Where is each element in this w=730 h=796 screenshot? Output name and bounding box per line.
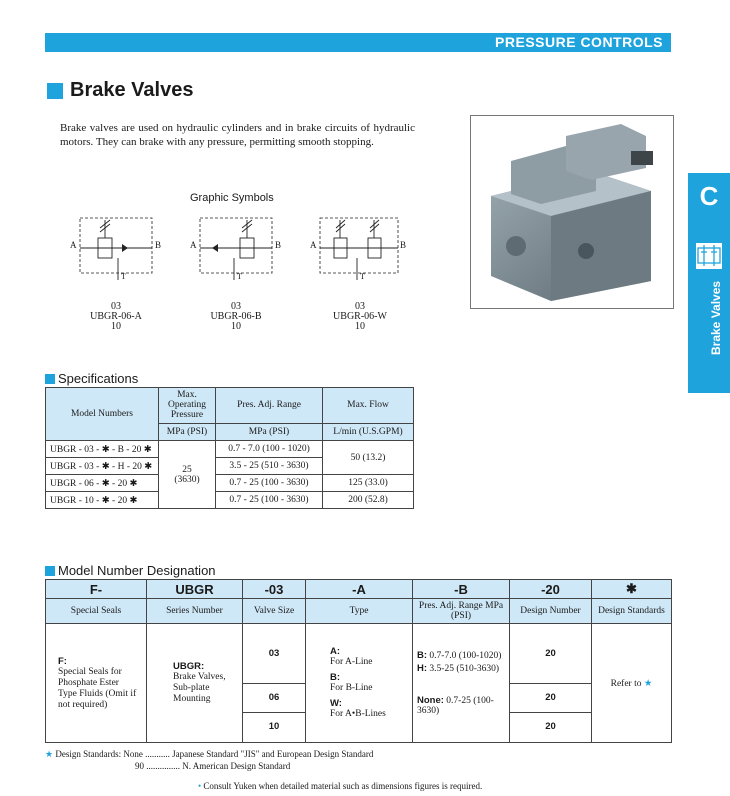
desc-cell: Pres. Adj. Range MPa (PSI) — [413, 599, 510, 624]
table-row — [46, 441, 414, 458]
side-tab-letter: C — [699, 181, 719, 211]
col-pressure-header: Max. Operating Pressure — [159, 388, 216, 424]
section-marker-icon — [45, 566, 55, 576]
code-cell: -03 — [243, 580, 306, 599]
design-number-cell: 20 20 20 — [510, 624, 592, 743]
table-row — [46, 475, 414, 492]
spec-flow: 50 (13.2) — [323, 441, 414, 475]
symbol-size-top: 03 — [111, 301, 121, 312]
section-header-bar — [45, 33, 671, 52]
specifications-heading: Specifications — [45, 371, 138, 386]
model-number-heading: Model Number Designation — [45, 563, 216, 578]
symbol-w-diagram — [310, 210, 410, 285]
symbol-b-caption — [186, 302, 286, 332]
design-standards-note: ★ Design Standards: None ........... Japanese Standard "JIS" and European Design Standard — [45, 749, 374, 759]
pressure-range-cell: B: 0.7-7.0 (100-1020) H: 3.5-25 (510-3630) None: 0.7-25 (100-3630) — [413, 624, 510, 743]
graphic-symbols-title: Graphic Symbols — [190, 192, 274, 204]
star-icon: ★ — [45, 749, 54, 759]
spec-range: 0.7 - 7.0 (100 - 1020) — [216, 441, 323, 458]
description-row — [46, 599, 672, 624]
symbol-size-bottom: 10 — [355, 321, 365, 332]
side-tab — [688, 173, 730, 393]
port-b-label: B — [155, 240, 162, 250]
symbol-size-bottom: 10 — [231, 321, 241, 332]
port-t-label: T — [237, 272, 242, 281]
spec-max-pressure: 25 (3630) — [159, 441, 216, 509]
port-b-label: B — [275, 240, 282, 250]
col-flow-unit: L/min (U.S.GPM) — [323, 423, 414, 440]
code-cell: -A — [306, 580, 413, 599]
spec-flow: 125 (33.0) — [323, 475, 414, 492]
intro-paragraph: Brake valves are used on hydraulic cylinders and in brake circuits of hydraulic motors. They can brake with any pressure, permitting smooth stopping. — [60, 122, 415, 148]
port-t-label: T — [121, 272, 126, 281]
port-b-label: B — [400, 240, 407, 250]
col-pressure-unit: MPa (PSI) — [159, 423, 216, 440]
page-title: Brake Valves — [70, 79, 194, 101]
side-tab-label: Brake Valves — [709, 280, 723, 355]
spec-range: 0.7 - 25 (100 - 3630) — [216, 475, 323, 492]
port-a-label: A — [310, 240, 317, 250]
spec-model: UBGR - 03 - ✱ - H - 20 ✱ — [46, 458, 159, 475]
design-standards-note-90: 90 ............... N. American Design Standard — [135, 761, 291, 771]
symbol-b-diagram — [190, 210, 285, 285]
spec-model: UBGR - 03 - ✱ - B - 20 ✱ — [46, 441, 159, 458]
design-standards-cell: Refer to ★ — [592, 624, 672, 743]
desc-cell: Special Seals — [46, 599, 147, 624]
series-cell: UBGR: Brake Valves, Sub-plate Mounting — [147, 624, 243, 743]
symbol-a-caption — [66, 302, 166, 332]
consult-note: • Consult Yuken when detailed material such as dimensions figures is required. — [198, 781, 483, 791]
code-cell: -B — [413, 580, 510, 599]
symbol-model: UBGR-06-W — [333, 311, 387, 322]
col-range-unit: MPa (PSI) — [216, 423, 323, 440]
desc-cell: Type — [306, 599, 413, 624]
symbol-a-diagram — [70, 210, 165, 285]
valve-size-cell: 03 06 10 — [243, 624, 306, 743]
type-cell: A: For A-Line B: For B-Line W: For A•B-Lines — [306, 624, 413, 743]
col-range-header: Pres. Adj. Range — [216, 388, 323, 424]
table-row — [46, 492, 414, 509]
options-row — [46, 624, 672, 743]
spec-range: 0.7 - 25 (100 - 3630) — [216, 492, 323, 509]
specifications-table — [45, 387, 414, 509]
code-cell: -20 — [510, 580, 592, 599]
col-model-header: Model Numbers — [46, 388, 159, 441]
symbol-w-caption — [310, 302, 410, 332]
symbol-size-bottom: 10 — [111, 321, 121, 332]
symbol-model: UBGR-06-B — [210, 311, 262, 322]
section-header-label: PRESSURE CONTROLS — [495, 34, 663, 50]
desc-cell: Valve Size — [243, 599, 306, 624]
section-marker-icon — [45, 374, 55, 384]
code-cell: UBGR — [147, 580, 243, 599]
star-icon: ★ — [643, 678, 653, 689]
spec-header-row — [46, 388, 414, 424]
special-seals-cell: F: Special Seals for Phosphate Ester Type Fluids (Omit if not required) — [46, 624, 147, 743]
spec-flow: 200 (52.8) — [323, 492, 414, 509]
spec-model: UBGR - 06 - ✱ - 20 ✱ — [46, 475, 159, 492]
spec-model: UBGR - 10 - ✱ - 20 ✱ — [46, 492, 159, 509]
symbol-size-top: 03 — [231, 301, 241, 312]
symbol-model: UBGR-06-A — [90, 311, 142, 322]
valve-symbol-icon — [696, 243, 722, 269]
bullet-icon: • — [198, 781, 202, 791]
code-cell: ✱ — [592, 580, 672, 599]
port-t-label: T — [360, 272, 365, 281]
symbol-size-top: 03 — [355, 301, 365, 312]
model-number-table — [45, 579, 672, 743]
desc-cell: Design Standards — [592, 599, 672, 624]
spec-range: 3.5 - 25 (510 - 3630) — [216, 458, 323, 475]
code-cell: F- — [46, 580, 147, 599]
desc-cell: Design Number — [510, 599, 592, 624]
desc-cell: Series Number — [147, 599, 243, 624]
port-a-label: A — [190, 240, 197, 250]
port-a-label: A — [70, 240, 77, 250]
title-marker-icon — [47, 83, 63, 99]
code-row — [46, 580, 672, 599]
col-flow-header: Max. Flow — [323, 388, 414, 424]
product-photo — [470, 115, 674, 309]
